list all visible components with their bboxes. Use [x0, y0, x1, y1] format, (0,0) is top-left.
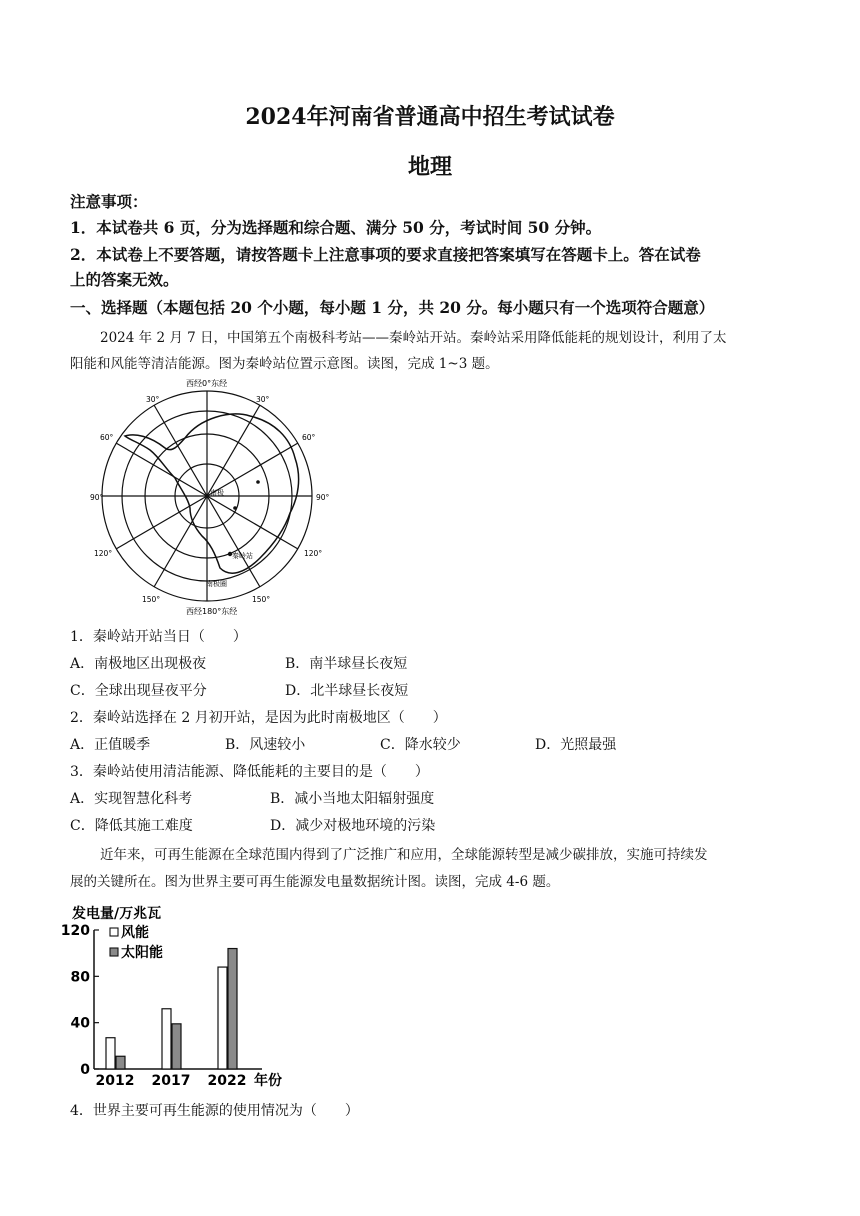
south-pole-label: 南极: [210, 489, 224, 497]
notice-heading: 注意事项：: [70, 192, 148, 211]
lon-label: 30°: [146, 395, 160, 404]
legend-label: 太阳能: [121, 945, 163, 961]
question-2-stem: 2．秦岭站选择在 2 月初开站，是因为此时南极地区（ ）: [70, 710, 447, 726]
bar-风能-2012: [106, 1038, 115, 1069]
lon-label: 90°: [316, 493, 330, 502]
lon-label: 30°: [256, 395, 270, 404]
legend-label: 风能: [121, 925, 149, 941]
question-1-stem: 1．秦岭站开站当日（ ）: [70, 629, 247, 645]
lon-label: 150°: [142, 595, 161, 604]
station-dot: [256, 480, 260, 484]
legend-swatch: [110, 928, 118, 936]
bar-太阳能-2022: [228, 949, 237, 1069]
chart-x-axis-title: 年份: [254, 1073, 282, 1089]
map-top-label: 西经0°东经: [186, 379, 228, 388]
antarctica-location-map: [90, 378, 340, 618]
section-1-intro-cont: 阳能和风能等清洁能源。图为秦岭站位置示意图。读图，完成 1~3 题。: [70, 356, 499, 372]
section-2-intro-cont: 展的关键所在。图为世界主要可再生能源发电量数据统计图。读图，完成 4-6 题。: [70, 874, 560, 890]
q1-option-b: B．南半球昼长夜短: [285, 656, 408, 672]
map-bottom-label: 西经180°东经: [186, 607, 238, 616]
qinling-station-label: 秦岭站: [232, 552, 253, 560]
q3-option-c: C．降低其施工难度: [70, 818, 193, 834]
section-2-intro: 近年来，可再生能源在全球范围内得到了广泛推广和应用，全球能源转型是减少碳排放，实施可持续发: [100, 847, 708, 863]
q2-option-d: D．光照最强: [535, 737, 617, 753]
question-4-stem: 4．世界主要可再生能源的使用情况为（ ）: [70, 1103, 359, 1119]
notice-item-2-cont: 上的答案无效。: [70, 270, 179, 289]
bar-风能-2022: [218, 967, 227, 1069]
q3-option-b: B．减小当地太阳辐射强度: [270, 791, 435, 807]
bar-风能-2017: [162, 1009, 171, 1069]
q1-option-d: D．北半球昼长夜短: [285, 683, 409, 699]
bar-太阳能-2017: [172, 1024, 181, 1069]
section-1-intro: 2024 年 2 月 7 日，中国第五个南极科考站——秦岭站开站。秦岭站采用降低能耗的规划设计，利用了太: [100, 330, 727, 346]
q1-option-c: C．全球出现昼夜平分: [70, 683, 207, 699]
legend-swatch: [110, 948, 118, 956]
q2-option-b: B．风速较小: [225, 737, 306, 753]
question-3-stem: 3．秦岭站使用清洁能源、降低能耗的主要目的是（ ）: [70, 764, 429, 780]
lon-label: 60°: [100, 433, 114, 442]
q3-option-a: A．实现智慧化科考: [70, 791, 193, 807]
station-dot: [233, 506, 237, 510]
notice-item-1: 1．本试卷共 6 页，分为选择题和综合题、满分 50 分，考试时间 50 分钟。: [70, 218, 602, 237]
lon-label: 120°: [304, 549, 323, 558]
renewable-energy-bar-chart: [60, 896, 320, 1092]
y-tick-label: 0: [80, 1062, 90, 1078]
y-tick-label: 80: [70, 969, 90, 986]
lon-label: 60°: [302, 433, 316, 442]
q3-option-d: D．减少对极地环境的污染: [270, 818, 436, 834]
bar-太阳能-2012: [116, 1056, 125, 1069]
x-tick-label: 2017: [151, 1073, 191, 1089]
q2-option-a: A．正值暖季: [70, 737, 151, 753]
section-1-heading: 一、选择题（本题包括 20 个小题，每小题 1 分，共 20 分。每小题只有一个选项符合题意）: [70, 298, 715, 317]
lon-label: 120°: [94, 549, 113, 558]
lon-label: 150°: [252, 595, 271, 604]
chart-y-axis-title: 发电量/万兆瓦: [72, 906, 162, 922]
lon-label: 90°: [90, 493, 104, 502]
x-tick-label: 2012: [95, 1073, 135, 1089]
antarctic-circle-label: 南极圈: [206, 580, 227, 588]
subject-title: 地理: [407, 154, 452, 180]
exam-title: 2024年河南省普通高中招生考试试卷: [245, 104, 615, 130]
x-tick-label: 2022: [207, 1073, 247, 1089]
q2-option-c: C．降水较少: [380, 737, 461, 753]
y-tick-label: 120: [60, 923, 90, 939]
y-tick-label: 40: [70, 1015, 90, 1032]
notice-item-2: 2．本试卷上不要答题，请按答题卡上注意事项的要求直接把答案填写在答题卡上。答在试卷: [70, 245, 701, 264]
q1-option-a: A．南极地区出现极夜: [70, 656, 207, 672]
